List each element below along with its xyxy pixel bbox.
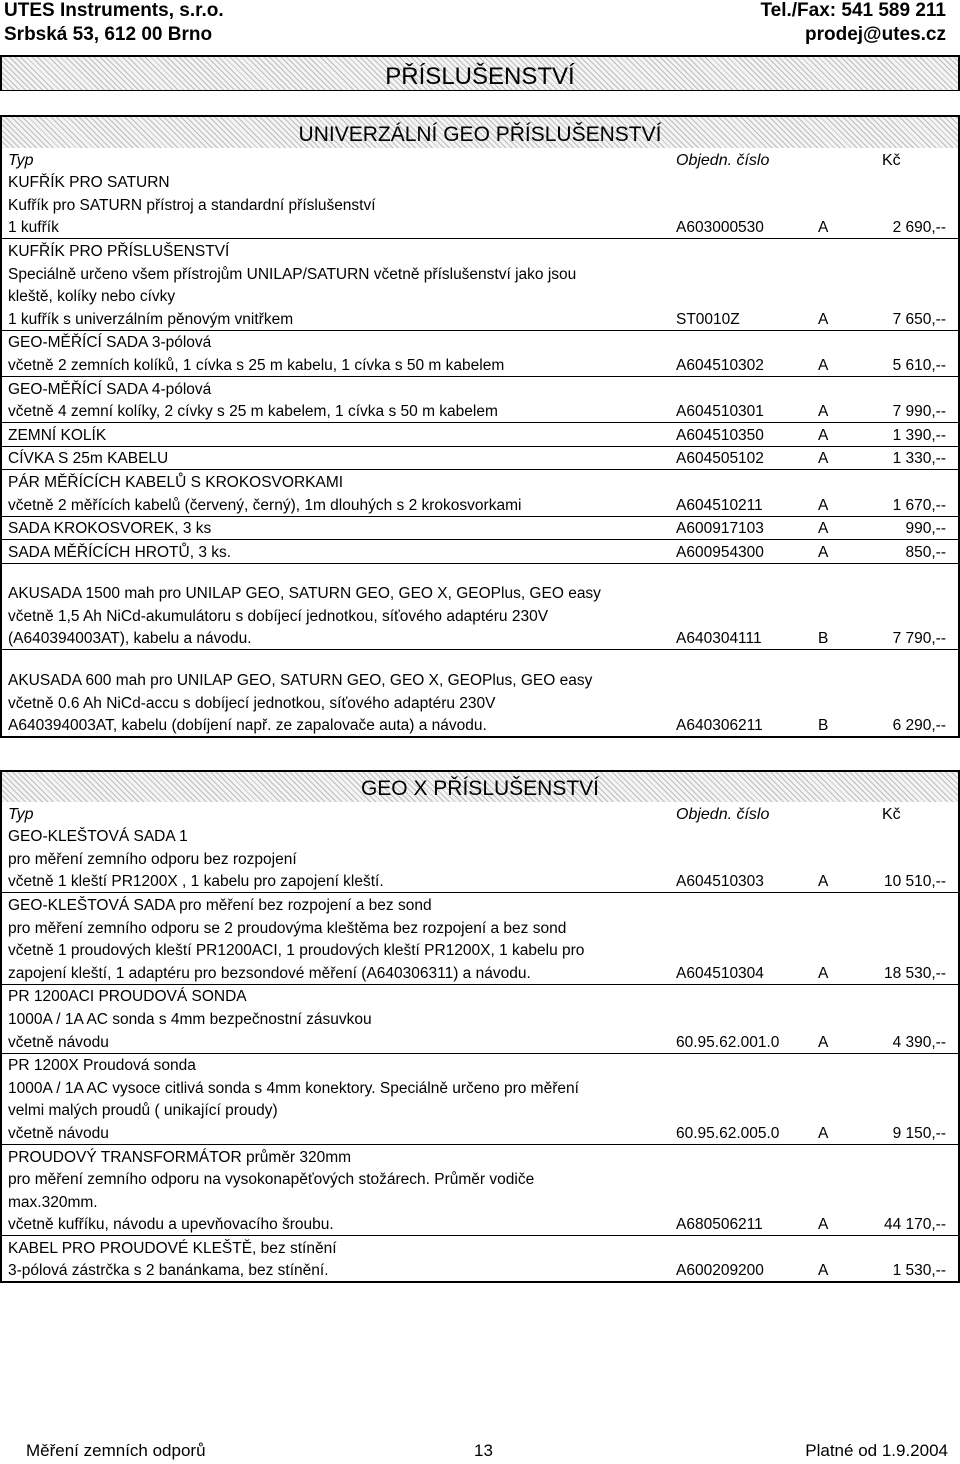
price-category: A <box>818 356 829 374</box>
column-header-order: Objedn. číslo <box>676 805 770 823</box>
order-number: A680506211 <box>676 1216 763 1234</box>
price-czk: 990,-- <box>905 520 946 538</box>
item-description: PR 1200ACI PROUDOVÁ SONDA <box>8 988 247 1006</box>
price-czk: 1 330,-- <box>892 450 946 468</box>
price-category: B <box>818 717 829 735</box>
item-description: PROUDOVÝ TRANSFORMÁTOR průměr 320mm <box>8 1148 352 1166</box>
price-category: A <box>818 219 829 237</box>
table-row <box>2 893 958 916</box>
column-header-order: Objedn. číslo <box>676 151 770 169</box>
item-description: SADA MĚŘÍCÍCH HROTŮ, 3 ks. <box>8 543 232 561</box>
item-description: CÍVKA S 25m KABELU <box>8 450 169 468</box>
table-row <box>2 171 958 194</box>
price-category: B <box>818 630 829 648</box>
price-category: A <box>818 426 829 444</box>
item-description: včetně 1 proudových kleští PR1200ACI, 1 proudových kleští PR1200X, 1 kabelu pro <box>8 942 585 960</box>
table-row <box>2 239 958 262</box>
item-description: max.320mm. <box>8 1193 98 1211</box>
page-number: 13 <box>474 1441 493 1460</box>
table-row <box>2 493 958 517</box>
item-description: včetně 4 zemní kolíky, 2 cívky s 25 m kabelem, 1 cívka s 50 m kabelem <box>8 403 498 421</box>
item-description: pro měření zemního odporu na vysokonapěťových stožárech. Průměr vodiče <box>8 1171 535 1189</box>
table-row <box>2 916 958 939</box>
order-number: A600917103 <box>676 520 764 538</box>
table-header-row <box>2 802 958 825</box>
row-spacer <box>2 564 958 582</box>
table-row <box>2 604 958 627</box>
table-row <box>2 447 958 471</box>
item-description: PR 1200X Proudová sonda <box>8 1057 196 1075</box>
item-description: KABEL PRO PROUDOVÉ KLEŠTĚ, bez stínění <box>8 1239 337 1257</box>
price-category: A <box>818 1033 829 1051</box>
item-description: (A640394003AT), kabelu a návodu. <box>8 630 252 648</box>
price-category: A <box>818 543 829 561</box>
footer-title: Měření zemních odporů <box>26 1441 206 1460</box>
section-title: UNIVERZÁLNÍ GEO PŘÍSLUŠENSTVÍ <box>298 123 662 146</box>
price-czk: 1 530,-- <box>892 1262 946 1280</box>
column-header-price: Kč <box>882 805 901 823</box>
item-description: GEO-KLEŠTOVÁ SADA 1 <box>8 828 188 846</box>
order-number: A604510350 <box>676 426 764 444</box>
table-row <box>2 400 958 424</box>
page-title: PŘÍSLUŠENSTVÍ <box>385 63 575 90</box>
column-header-type: Typ <box>8 805 34 823</box>
price-category: A <box>818 520 829 538</box>
table-row <box>2 985 958 1008</box>
order-number: A604505102 <box>676 450 764 468</box>
item-description: včetně 0.6 Ah NiCd-accu s dobíjecí jednotkou, síťového adaptéru 230V <box>8 694 496 712</box>
order-number: A604510302 <box>676 356 764 374</box>
row-spacer <box>2 650 958 668</box>
table-row <box>2 1259 958 1282</box>
table-row <box>2 216 958 240</box>
price-table-geox <box>0 802 960 1283</box>
item-description: KUFŘÍK PRO SATURN <box>8 174 170 192</box>
price-category: A <box>818 1124 829 1142</box>
order-number: 60.95.62.005.0 <box>676 1124 780 1142</box>
table-row <box>2 1030 958 1054</box>
price-czk: 10 510,-- <box>883 873 946 891</box>
item-description: 1 kufřík <box>8 219 59 237</box>
item-description: včetně návodu <box>8 1124 109 1142</box>
item-description: ZEMNÍ KOLÍK <box>8 426 107 444</box>
price-czk: 7 790,-- <box>892 630 946 648</box>
price-czk: 1 390,-- <box>892 426 946 444</box>
table-row <box>2 627 958 651</box>
page-title-band <box>0 55 960 91</box>
price-czk: 44 170,-- <box>883 1216 946 1234</box>
order-number: A640304111 <box>676 630 762 648</box>
price-czk: 7 990,-- <box>892 403 946 421</box>
table-row <box>2 331 958 354</box>
footer-valid-from: Platné od 1.9.2004 <box>805 1441 948 1460</box>
table-row <box>2 582 958 605</box>
table-row <box>2 307 958 331</box>
price-czk: 4 390,-- <box>892 1033 946 1051</box>
price-czk: 2 690,-- <box>892 219 946 237</box>
table-row <box>2 1054 958 1077</box>
price-category: A <box>818 450 829 468</box>
item-description: včetně 2 zemních kolíků, 1 cívka s 25 m kabelu, 1 cívka s 50 m kabelem <box>8 356 505 374</box>
item-description: včetně 1,5 Ah NiCd-akumulátoru s dobíjecí jednotkou, síťového adaptéru 230V <box>8 607 549 625</box>
order-number: A604510304 <box>676 964 764 982</box>
item-description: GEO-MĚŘÍCÍ SADA 3-pólová <box>8 334 212 352</box>
item-description: 1000A / 1A AC sonda s 4mm bezpečnostní zásuvkou <box>8 1010 372 1028</box>
order-number: 60.95.62.001.0 <box>676 1033 780 1051</box>
table-row <box>2 961 958 985</box>
item-description: AKUSADA 600 mah pro UNILAP GEO, SATURN GEO, GEO X, GEOPlus, GEO easy <box>8 672 593 690</box>
table-row <box>2 1190 958 1213</box>
column-header-price: Kč <box>882 151 901 169</box>
section-title-band <box>0 770 960 802</box>
price-table-universal <box>0 148 960 738</box>
order-number: A604510301 <box>676 403 764 421</box>
company-name: UTES Instruments, s.r.o. <box>4 0 224 21</box>
company-address: Srbská 53, 612 00 Brno <box>4 24 213 45</box>
price-czk: 7 650,-- <box>892 310 946 328</box>
item-description: 3-pólová zástrčka s 2 banánkama, bez stínění. <box>8 1262 329 1280</box>
item-description: včetně kufříku, návodu a upevňovacího šroubu. <box>8 1216 334 1234</box>
item-description: Kufřík pro SATURN přístroj a standardní příslušenství <box>8 196 376 214</box>
order-number: A604510211 <box>676 496 763 514</box>
table-row <box>2 825 958 848</box>
price-category: A <box>818 310 829 328</box>
item-description: pro měření zemního odporu bez rozpojení <box>8 850 297 868</box>
table-row <box>2 668 958 691</box>
price-category: A <box>818 964 829 982</box>
table-row <box>2 262 958 285</box>
table-row <box>2 714 958 737</box>
item-description: zapojení kleští, 1 adaptéru pro bezsondové měření (A640306311) a návodu. <box>8 964 531 982</box>
price-czk: 5 610,-- <box>892 356 946 374</box>
price-czk: 18 530,-- <box>883 964 946 982</box>
table-row <box>2 470 958 493</box>
company-email: prodej@utes.cz <box>805 24 946 45</box>
order-number: A604510303 <box>676 873 764 891</box>
table-row <box>2 847 958 870</box>
table-row <box>2 353 958 377</box>
table-row <box>2 377 958 400</box>
item-description: GEO-MĚŘÍCÍ SADA 4-pólová <box>8 380 212 398</box>
item-description: velmi malých proudů ( unikající proudy) <box>8 1102 278 1120</box>
item-description: 1000A / 1A AC vysoce citlivá sonda s 4mm konektory. Speciálně určeno pro měření <box>8 1079 579 1097</box>
column-header-type: Typ <box>8 151 34 169</box>
item-description: 1 kufřík s univerzálním pěnovým vnitřkem <box>8 310 294 328</box>
table-row <box>2 285 958 308</box>
item-description: KUFŘÍK PRO PŘÍSLUŠENSTVÍ <box>8 242 230 260</box>
item-description: včetně 2 měřících kabelů (červený, černý), 1m dlouhých s 2 krokosvorkami <box>8 496 522 514</box>
section-title-band <box>0 115 960 148</box>
item-description: PÁR MĚŘÍCÍCH KABELŮ S KROKOSVORKAMI <box>8 473 344 491</box>
item-description: GEO-KLEŠTOVÁ SADA pro měření bez rozpojení a bez sond <box>8 896 432 914</box>
table-header-row <box>2 148 958 171</box>
table-row <box>2 1076 958 1099</box>
item-description: SADA KROKOSVOREK, 3 ks <box>8 520 212 538</box>
table-row <box>2 1099 958 1122</box>
table-row <box>2 193 958 216</box>
price-czk: 850,-- <box>905 543 946 561</box>
price-czk: 1 670,-- <box>892 496 946 514</box>
order-number: A603000530 <box>676 219 764 237</box>
price-category: A <box>818 1262 829 1280</box>
order-number: A640306211 <box>676 717 763 735</box>
price-category: A <box>818 873 829 891</box>
table-row <box>2 1145 958 1168</box>
item-description: Speciálně určeno všem přístrojům UNILAP/SATURN včetně příslušenství jako jsou <box>8 265 577 283</box>
section-title: GEO X PŘÍSLUŠENSTVÍ <box>360 777 600 800</box>
table-row <box>2 1121 958 1145</box>
table-row <box>2 423 958 447</box>
table-row <box>2 691 958 714</box>
item-description: AKUSADA 1500 mah pro UNILAP GEO, SATURN GEO, GEO X, GEOPlus, GEO easy <box>8 585 601 603</box>
order-number: A600954300 <box>676 543 764 561</box>
price-category: A <box>818 1216 829 1234</box>
item-description: pro měření zemního odporu se 2 proudovýma kleštěma bez rozpojení a bez sond <box>8 919 567 937</box>
item-description: včetně 1 kleští PR1200X , 1 kabelu pro zapojení kleští. <box>8 873 384 891</box>
price-czk: 9 150,-- <box>892 1124 946 1142</box>
table-row <box>2 1236 958 1259</box>
company-phone: Tel./Fax: 541 589 211 <box>760 0 946 21</box>
table-row <box>2 939 958 962</box>
table-row <box>2 1007 958 1030</box>
price-category: A <box>818 496 829 514</box>
table-row <box>2 870 958 894</box>
page-header <box>0 0 960 48</box>
table-row <box>2 540 958 564</box>
item-description: kleště, kolíky nebo cívky <box>8 288 176 306</box>
item-description: A640394003AT, kabelu (dobíjení např. ze zapalovače auta) a návodu. <box>8 717 487 735</box>
table-row <box>2 1168 958 1191</box>
table-row <box>2 517 958 541</box>
price-category: A <box>818 403 829 421</box>
price-czk: 6 290,-- <box>892 717 946 735</box>
page-footer <box>0 1441 960 1463</box>
order-number: A600209200 <box>676 1262 764 1280</box>
order-number: ST0010Z <box>676 310 740 328</box>
item-description: včetně návodu <box>8 1033 109 1051</box>
table-row <box>2 1213 958 1237</box>
